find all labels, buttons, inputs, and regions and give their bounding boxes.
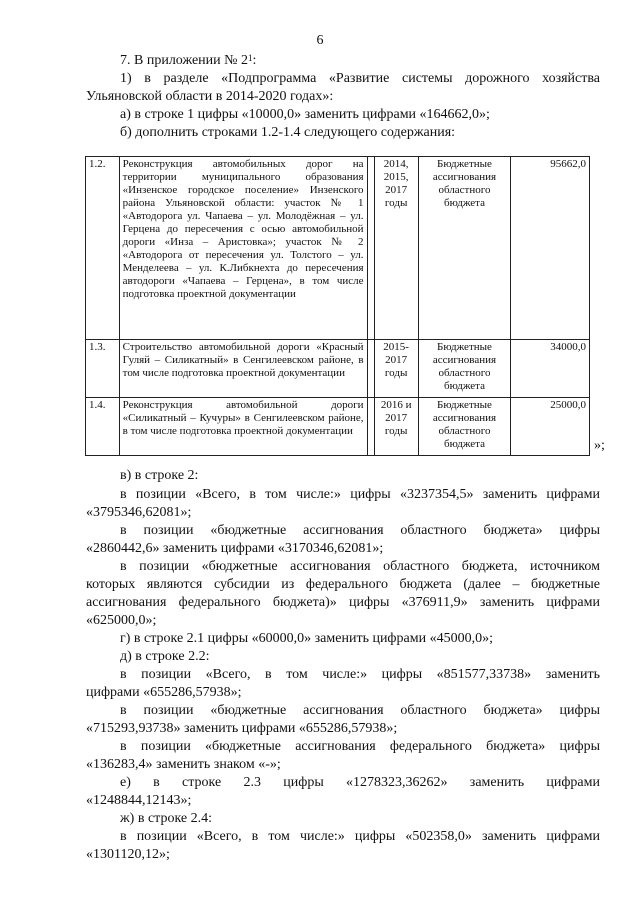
row-source: Бюджетные ассигнования областного бюджета (418, 157, 511, 340)
row-number: 1.2. (86, 157, 120, 340)
page-number: 6 (316, 33, 324, 48)
table-row (86, 340, 590, 398)
v1-line2: «3795346,62081»; (86, 505, 192, 520)
zh1-line1: в позиции «Всего, в том числе:» цифры «502358,0» заменить цифрами (120, 829, 600, 844)
g-item: г) в строке 2.1 цифры «60000,0» заменить цифрами «45000,0»; (120, 631, 493, 646)
v3-line4: «625000,0»; (86, 613, 157, 628)
row-source: Бюджетные ассигнования областного бюджета (418, 398, 511, 456)
item1-line1: 1) в разделе «Подпрограмма «Развитие системы дорожного хозяйства (120, 71, 600, 86)
d1-line1: в позиции «Всего, в том числе:» цифры «851577,33738» заменить (120, 667, 600, 682)
heading-superscript: 1 (248, 53, 253, 63)
heading-text: 7. В приложении № 2 (120, 53, 248, 68)
d3-line1: в позиции «бюджетные ассигнования федерального бюджета» цифры (120, 739, 600, 754)
item-a: а) в строке 1 цифры «10000,0» заменить цифрами «164662,0»; (120, 107, 490, 122)
row-description: Строительство автомобильной дороги «Красный Гуляй – Силикатный» в Сенгилеевском районе, в том числе подготовка проектной документации (119, 340, 367, 398)
zh-title: ж) в строке 2.4: (120, 811, 213, 826)
heading-colon: : (252, 53, 257, 68)
row-number: 1.3. (86, 340, 120, 398)
row-years: 2015-2017 годы (374, 340, 418, 398)
d-title: д) в строке 2.2: (120, 649, 210, 664)
zh1-line2: «1301120,12»; (86, 847, 170, 862)
row-description: Реконструкция автомобильной дороги «Силикатный – Кучуры» в Сенгилеевском районе, в том числе подготовка проектной документации (119, 398, 367, 456)
v1-line1: в позиции «Всего, в том числе:» цифры «3237354,5» заменить цифрами (120, 487, 600, 502)
row-years: 2016 и 2017 годы (374, 398, 418, 456)
d2-line2: «715293,93738» заменить цифрами «655286,57938»; (86, 721, 398, 736)
d3-line2: «136283,4» заменить знаком «-»; (86, 757, 281, 772)
v2-line1: в позиции «бюджетные ассигнования областного бюджета» цифры (120, 523, 600, 538)
v3-line2: которых являются субсидии из федерального бюджета (далее – бюджетные (86, 577, 600, 592)
v-title: в) в строке 2: (120, 468, 199, 483)
v3-line3: ассигнования федерального бюджета)» цифры «376911,9» заменить цифрами (86, 595, 600, 610)
table-row (86, 398, 590, 456)
section-heading (120, 52, 256, 69)
table-row (86, 157, 590, 340)
item1-line2: Ульяновской области в 2014-2020 годах»: (86, 89, 334, 104)
e-line1: е) в строке 2.3 цифры «1278323,36262» заменить цифрами (120, 775, 600, 790)
d1-line2: цифрами «655286,57938»; (86, 685, 242, 700)
item-b: б) дополнить строками 1.2-1.4 следующего содержания: (120, 125, 456, 140)
row-empty-cell (367, 398, 374, 456)
e-line2: «1248844,12143»; (86, 793, 192, 808)
v3-line1: в позиции «бюджетные ассигнования областного бюджета, источником (120, 559, 600, 574)
row-number: 1.4. (86, 398, 120, 456)
v2-line2: «2860442,6» заменить цифрами «3170346,62081»; (86, 541, 384, 556)
row-amount: 34000,0 (511, 340, 590, 398)
row-years: 2014, 2015, 2017 годы (374, 157, 418, 340)
row-empty-cell (367, 340, 374, 398)
row-empty-cell (367, 157, 374, 340)
row-description: Реконструкция автомобильных дорог на территории муниципального образования «Инзенское городское поселение» Инзенского района Ульяновской области: участок № 1 «Автодорога ул. Чапаева – ул. Молодёжная – ул. Герцена до пересечения с осью автомобильной дороги «Инза – Аристовка»; участок № 2 «Автодорога от пересечения ул. Толстого – ул. Менделеева – ул. К.Либкнехта до пересечения автодороги «Чапаева – Герцена», в том числе подготовка проектной документации (119, 157, 367, 340)
d2-line1: в позиции «бюджетные ассигнования областного бюджета» цифры (120, 703, 600, 718)
row-amount: 25000,0 (511, 398, 590, 456)
subprogram-table (85, 156, 590, 456)
row-amount: 95662,0 (511, 157, 590, 340)
row-source: Бюджетные ассигнования областного бюджета (418, 340, 511, 398)
table-closing-quote: »; (594, 438, 605, 453)
